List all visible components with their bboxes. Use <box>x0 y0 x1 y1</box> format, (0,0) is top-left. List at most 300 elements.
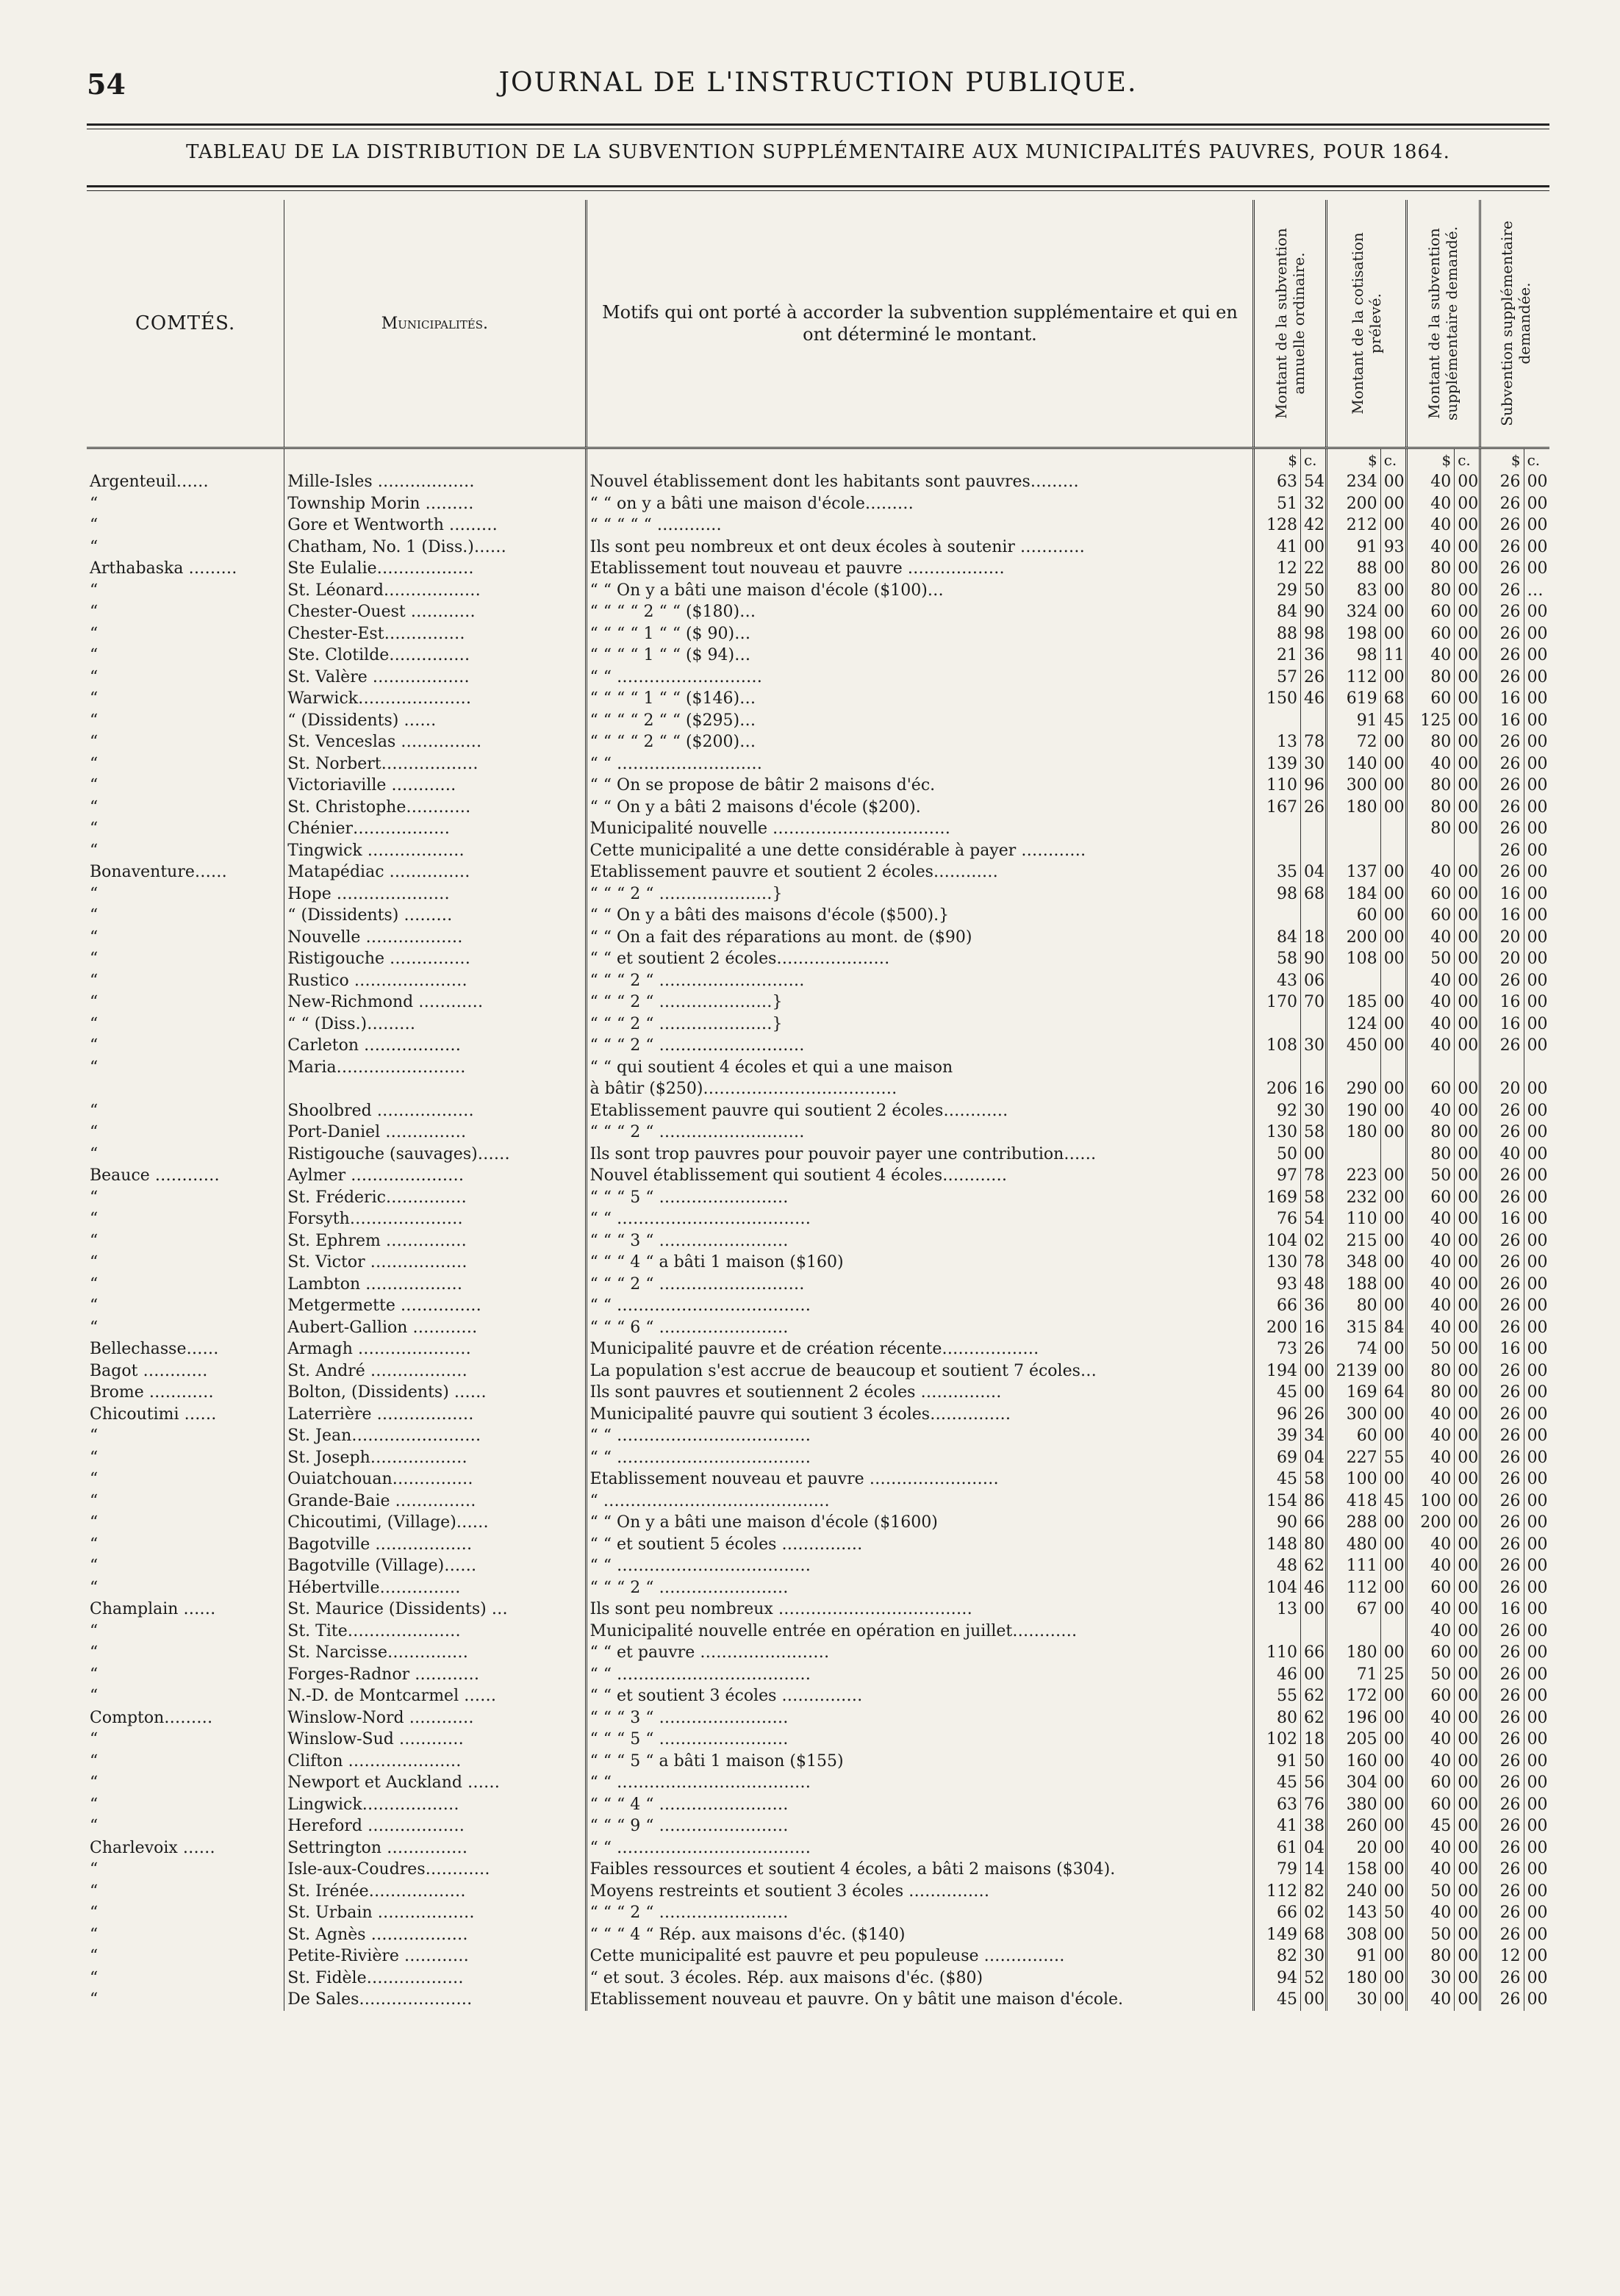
table-row <box>87 1621 1549 1643</box>
subvention-dollars-cell: 12 <box>1254 558 1301 580</box>
supplement-cents-cell: 00 <box>1455 731 1480 753</box>
table-row <box>87 1577 1549 1599</box>
supplement-dollars-cell: 50 <box>1406 1338 1455 1360</box>
demand-dollars-cell: 26 <box>1480 775 1524 797</box>
subvention-dollars-cell: 29 <box>1254 580 1301 602</box>
cotisation-cents-cell: 00 <box>1380 601 1406 623</box>
page-number: 54 <box>87 68 126 101</box>
demand-dollars-cell: 20 <box>1480 927 1524 949</box>
county-cell: “ <box>90 1036 98 1055</box>
subvention-dollars-cell: 79 <box>1254 1859 1301 1881</box>
table-row <box>87 1837 1549 1859</box>
county-cell: “ <box>90 819 98 839</box>
supplement-dollars-cell: 40 <box>1406 1534 1455 1556</box>
cotisation-cents-cell: 00 <box>1380 948 1406 970</box>
subvention-dollars-cell: 104 <box>1254 1577 1301 1599</box>
demand-cents-cell: 00 <box>1524 1468 1549 1490</box>
supplement-dollars-cell: 45 <box>1406 1815 1455 1837</box>
supplement-dollars-cell: 40 <box>1406 1317 1455 1339</box>
demand-cents-cell: 00 <box>1524 1707 1549 1729</box>
supplement-dollars-cell: 40 <box>1406 1035 1455 1057</box>
cotisation-cents-cell <box>1380 970 1406 992</box>
county-cell: “ <box>90 603 98 622</box>
municipality-cell: St. Agnès ……………… <box>284 1924 586 1946</box>
table-row <box>87 1447 1549 1469</box>
cotisation-cents-cell: 00 <box>1380 1967 1406 1990</box>
table-row <box>87 1187 1549 1209</box>
reason-cell: “ “ “ 2 “ ……………………… <box>586 1122 1254 1144</box>
supplement-cents-cell: 00 <box>1455 1599 1480 1621</box>
reason-cell: Municipalité pauvre et de création récente……………… <box>586 1338 1254 1360</box>
demand-dollars-cell: 26 <box>1480 1621 1524 1643</box>
reason-cell: Municipalité nouvelle entrée en opération en juillet………… <box>586 1621 1254 1643</box>
cotisation-cents-cell: 00 <box>1380 1100 1406 1122</box>
demand-dollars-cell: 26 <box>1480 1664 1524 1686</box>
municipality-cell: “ (Dissidents) ……… <box>284 905 586 927</box>
table-row <box>87 861 1549 883</box>
demand-cents-cell: 00 <box>1524 1555 1549 1577</box>
municipality-cell: Hereford ……………… <box>284 1815 586 1837</box>
subvention-dollars-cell: 35 <box>1254 861 1301 883</box>
table-row <box>87 710 1549 732</box>
cotisation-dollars-cell: 124 <box>1326 1014 1380 1036</box>
municipality-cell: Isle-aux-Coudres………… <box>284 1859 586 1881</box>
supplement-dollars-cell: 40 <box>1406 1252 1455 1274</box>
subvention-dollars-cell: 69 <box>1254 1447 1301 1469</box>
demand-dollars-cell: 16 <box>1480 1208 1524 1230</box>
demand-dollars-cell: 26 <box>1480 1794 1524 1816</box>
supplement-cents-cell: 00 <box>1455 1664 1480 1686</box>
cotisation-dollars-cell: 137 <box>1326 861 1380 883</box>
county-cell: “ <box>90 1881 98 1901</box>
demand-dollars-cell: 26 <box>1480 861 1524 883</box>
cotisation-dollars-cell <box>1326 970 1380 992</box>
supplement-cents-cell: 00 <box>1455 1382 1480 1404</box>
cotisation-cents-cell <box>1380 1621 1406 1643</box>
municipality-cell: Chénier……………… <box>284 818 586 840</box>
cotisation-dollars-cell: 188 <box>1326 1274 1380 1296</box>
municipality-cell: St. Urbain ……………… <box>284 1902 586 1924</box>
subvention-dollars-cell: 102 <box>1254 1729 1301 1751</box>
municipality-cell: N.-D. de Montcarmel …… <box>284 1685 586 1707</box>
subvention-cents-cell: 02 <box>1300 1902 1326 1924</box>
subvention-dollars-cell: 66 <box>1254 1295 1301 1317</box>
subvention-dollars-cell <box>1254 1621 1301 1643</box>
subvention-dollars-cell: 50 <box>1254 1144 1301 1166</box>
county-cell: “ <box>90 1621 98 1640</box>
table-row <box>87 1057 1549 1079</box>
municipality-cell: Ouiatchouan…………… <box>284 1468 586 1490</box>
municipality-cell: Newport et Auckland …… <box>284 1772 586 1794</box>
supplement-dollars-cell: 40 <box>1406 1729 1455 1751</box>
demand-cents-cell: 00 <box>1524 1100 1549 1122</box>
subvention-cents-cell: 80 <box>1300 1534 1326 1556</box>
reason-cell: “ et sout. 3 écoles. Rép. aux maisons d'éc. ($80) <box>586 1967 1254 1990</box>
demand-dollars-cell: 26 <box>1480 970 1524 992</box>
county-cell: Champlain …… <box>90 1600 216 1619</box>
cotisation-cents-cell: 00 <box>1380 1230 1406 1252</box>
demand-cents-cell: 00 <box>1524 667 1549 689</box>
table-row <box>87 905 1549 927</box>
subvention-cents-cell: 90 <box>1300 948 1326 970</box>
cotisation-dollars-cell: 200 <box>1326 493 1380 515</box>
cotisation-dollars-cell: 158 <box>1326 1859 1380 1881</box>
subvention-cents-cell: 00 <box>1300 1144 1326 1166</box>
demand-dollars-cell: 26 <box>1480 1534 1524 1556</box>
cotisation-dollars-cell: 290 <box>1326 1078 1380 1100</box>
supplement-cents-cell: 00 <box>1455 1360 1480 1382</box>
subvention-dollars-cell: 80 <box>1254 1707 1301 1729</box>
table-row <box>87 1599 1549 1621</box>
municipality-cell: Ristigouche (sauvages)…… <box>284 1144 586 1166</box>
reason-cell: “ “ “ 2 “ …………………} <box>586 1014 1254 1036</box>
county-cell: “ <box>90 1795 98 1814</box>
subvention-dollars-cell <box>1254 840 1301 862</box>
cents-label: c. <box>1380 448 1406 472</box>
table-row <box>87 514 1549 537</box>
municipality-cell: Laterrière ……………… <box>284 1404 586 1426</box>
table-row <box>87 883 1549 905</box>
supplement-dollars-cell: 40 <box>1406 1295 1455 1317</box>
table-row <box>87 1642 1549 1664</box>
county-cell: “ <box>90 537 98 556</box>
supplement-dollars-cell: 40 <box>1406 1230 1455 1252</box>
supplement-cents-cell: 00 <box>1455 580 1480 602</box>
county-cell: “ <box>90 1274 98 1294</box>
demand-dollars-cell: 26 <box>1480 1252 1524 1274</box>
county-cell: “ <box>90 1817 98 1836</box>
demand-dollars-cell: 26 <box>1480 731 1524 753</box>
county-cell: “ <box>90 1513 98 1532</box>
supplement-dollars-cell: 60 <box>1406 1577 1455 1599</box>
subvention-cents-cell: 50 <box>1300 580 1326 602</box>
cotisation-dollars-cell: 140 <box>1326 753 1380 775</box>
subvention-cents-cell: 58 <box>1300 1187 1326 1209</box>
county-cell: “ <box>90 1535 98 1554</box>
reason-cell: “ “ “ 2 “ ……………………… <box>586 970 1254 992</box>
cotisation-cents-cell: 00 <box>1380 667 1406 689</box>
county-cell: “ <box>90 1188 98 1207</box>
reason-cell: “ “ “ 2 “ …………………… <box>586 1577 1254 1599</box>
subvention-dollars-cell: 82 <box>1254 1945 1301 1967</box>
subvention-cents-cell: 30 <box>1300 1100 1326 1122</box>
subvention-dollars-cell <box>1254 710 1301 732</box>
cotisation-cents-cell: 00 <box>1380 1512 1406 1534</box>
subvention-cents-cell: 54 <box>1300 471 1326 493</box>
cotisation-cents-cell: 00 <box>1380 1751 1406 1773</box>
county-cell: “ <box>90 1014 98 1033</box>
demand-cents-cell: 00 <box>1524 1685 1549 1707</box>
subvention-cents-cell <box>1300 905 1326 927</box>
reason-cell: “ “ on y a bâti une maison d'école……… <box>586 493 1254 515</box>
cotisation-cents-cell: 00 <box>1380 1274 1406 1296</box>
county-cell: “ <box>90 1665 98 1684</box>
cotisation-dollars-cell: 480 <box>1326 1534 1380 1556</box>
cotisation-cents-cell: 00 <box>1380 731 1406 753</box>
subvention-cents-cell: 00 <box>1300 1382 1326 1404</box>
supplement-cents-cell: 00 <box>1455 1989 1480 2011</box>
reason-cell: “ “ ……………………………… <box>586 1447 1254 1469</box>
demand-dollars-cell: 26 <box>1480 645 1524 667</box>
table-row <box>87 1859 1549 1881</box>
demand-cents-cell: 00 <box>1524 1881 1549 1903</box>
municipality-cell: St. Joseph……………… <box>284 1447 586 1469</box>
municipality-cell: Tingwick ……………… <box>284 840 586 862</box>
subvention-dollars-cell: 112 <box>1254 1881 1301 1903</box>
cotisation-dollars-cell: 67 <box>1326 1599 1380 1621</box>
subvention-dollars-cell: 61 <box>1254 1837 1301 1859</box>
supplement-cents-cell: 00 <box>1455 1751 1480 1773</box>
demand-dollars-cell: 26 <box>1480 840 1524 862</box>
cotisation-dollars-cell: 172 <box>1326 1685 1380 1707</box>
subvention-cents-cell: 36 <box>1300 645 1326 667</box>
demand-cents-cell: 00 <box>1524 818 1549 840</box>
reason-cell: “ “ “ “ 1 “ “ ($ 94)… <box>586 645 1254 667</box>
cotisation-dollars-cell: 300 <box>1326 775 1380 797</box>
supplement-dollars-cell: 40 <box>1406 493 1455 515</box>
municipality-cell: Lambton ……………… <box>284 1274 586 1296</box>
table-row <box>87 1274 1549 1296</box>
municipality-cell: Bolton, (Dissidents) …… <box>284 1382 586 1404</box>
demand-dollars-cell: 26 <box>1480 1230 1524 1252</box>
municipality-cell: Bagotville (Village)…… <box>284 1555 586 1577</box>
dollar-label: $ <box>1326 448 1380 472</box>
subvention-dollars-cell: 150 <box>1254 688 1301 710</box>
supplement-cents-cell: 00 <box>1455 471 1480 493</box>
subvention-cents-cell: 46 <box>1300 1577 1326 1599</box>
distribution-table <box>87 200 1549 2011</box>
cotisation-cents-cell: 00 <box>1380 1707 1406 1729</box>
demand-cents-cell: 00 <box>1524 1859 1549 1881</box>
reason-cell: “ “ “ 2 “ …………………} <box>586 991 1254 1014</box>
cotisation-cents-cell: 55 <box>1380 1447 1406 1469</box>
supplement-dollars-cell <box>1406 1057 1455 1079</box>
subvention-dollars-cell: 57 <box>1254 667 1301 689</box>
demand-dollars-cell: 26 <box>1480 1967 1524 1990</box>
subvention-dollars-cell: 92 <box>1254 1100 1301 1122</box>
reason-cell: “ “ “ 3 “ …………………… <box>586 1230 1254 1252</box>
cotisation-cents-cell: 00 <box>1380 1014 1406 1036</box>
reason-cell: Cette municipalité a une dette considérable à payer ………… <box>586 840 1254 862</box>
cotisation-dollars-cell: 324 <box>1326 601 1380 623</box>
cotisation-cents-cell: 00 <box>1380 1577 1406 1599</box>
reason-cell: “ “ On y a bâti une maison d'école ($1600) <box>586 1512 1254 1534</box>
cotisation-cents-cell: 00 <box>1380 1685 1406 1707</box>
table-row <box>87 1881 1549 1903</box>
municipality-cell: Carleton ……………… <box>284 1035 586 1057</box>
cotisation-cents-cell: 00 <box>1380 1945 1406 1967</box>
municipality-cell: St. Victor ……………… <box>284 1252 586 1274</box>
supplement-cents-cell: 00 <box>1455 1490 1480 1513</box>
subvention-cents-cell: 66 <box>1300 1642 1326 1664</box>
reason-cell: “ “ ……………………………… <box>586 1555 1254 1577</box>
reason-cell: Nouvel établissement dont les habitants sont pauvres……… <box>586 471 1254 493</box>
supplement-cents-cell: 00 <box>1455 1208 1480 1230</box>
subvention-dollars-cell: 169 <box>1254 1187 1301 1209</box>
demand-cents-cell: 00 <box>1524 731 1549 753</box>
supplement-cents-cell: 00 <box>1455 927 1480 949</box>
cotisation-dollars-cell: 380 <box>1326 1794 1380 1816</box>
county-cell: Chicoutimi …… <box>90 1404 217 1424</box>
table-row <box>87 1512 1549 1534</box>
municipality-cell: Forges-Radnor ………… <box>284 1664 586 1686</box>
subvention-cents-cell: 46 <box>1300 688 1326 710</box>
subvention-cents-cell: 04 <box>1300 1447 1326 1469</box>
cotisation-dollars-cell: 184 <box>1326 883 1380 905</box>
demand-cents-cell: 00 <box>1524 514 1549 537</box>
supplement-dollars-cell: 40 <box>1406 537 1455 559</box>
cotisation-cents-cell: 00 <box>1380 1404 1406 1426</box>
subvention-dollars-cell: 84 <box>1254 927 1301 949</box>
supplement-dollars-cell: 40 <box>1406 1274 1455 1296</box>
demand-cents-cell: 00 <box>1524 1751 1549 1773</box>
cotisation-dollars-cell: 100 <box>1326 1468 1380 1490</box>
demand-cents-cell: 00 <box>1524 1902 1549 1924</box>
cents-label: c. <box>1524 448 1549 472</box>
subvention-cents-cell: 76 <box>1300 1794 1326 1816</box>
cents-label: c. <box>1300 448 1326 472</box>
supplement-dollars-cell: 40 <box>1406 1425 1455 1447</box>
table-row <box>87 1144 1549 1166</box>
county-cell: “ <box>90 1491 98 1510</box>
demand-cents-cell: 00 <box>1524 1382 1549 1404</box>
table-row <box>87 1382 1549 1404</box>
cotisation-cents-cell <box>1380 840 1406 862</box>
subvention-dollars-cell: 96 <box>1254 1404 1301 1426</box>
subvention-cents-cell: 78 <box>1300 1252 1326 1274</box>
supplement-cents-cell: 00 <box>1455 558 1480 580</box>
demand-cents-cell: 00 <box>1524 797 1549 819</box>
supplement-dollars-cell: 40 <box>1406 1014 1455 1036</box>
table-row <box>87 797 1549 819</box>
subvention-cents-cell: 30 <box>1300 753 1326 775</box>
county-cell: “ <box>90 1557 98 1576</box>
cotisation-dollars-cell: 112 <box>1326 667 1380 689</box>
county-cell: Arthabaska ……… <box>90 559 237 578</box>
subvention-dollars-cell: 45 <box>1254 1468 1301 1490</box>
supplement-dollars-cell: 60 <box>1406 883 1455 905</box>
reason-cell: Ils sont pauvres et soutiennent 2 écoles …………… <box>586 1382 1254 1404</box>
supplement-cents-cell: 00 <box>1455 1685 1480 1707</box>
cotisation-dollars-cell: 143 <box>1326 1902 1380 1924</box>
supplement-cents-cell: 00 <box>1455 1187 1480 1209</box>
cotisation-dollars-cell: 300 <box>1326 1404 1380 1426</box>
subvention-cents-cell: 16 <box>1300 1078 1326 1100</box>
cotisation-cents-cell: 64 <box>1380 1382 1406 1404</box>
demand-cents-cell: 00 <box>1524 1967 1549 1990</box>
reason-cell: “ “ et pauvre …………………… <box>586 1642 1254 1664</box>
county-cell: “ <box>90 711 98 730</box>
table-row <box>87 1794 1549 1816</box>
municipality-cell: St. Irénée……………… <box>284 1881 586 1903</box>
cotisation-dollars-cell: 111 <box>1326 1555 1380 1577</box>
supplement-cents-cell: 00 <box>1455 688 1480 710</box>
cotisation-cents-cell: 00 <box>1380 1859 1406 1881</box>
reason-cell: Cette municipalité est pauvre et peu populeuse …………… <box>586 1945 1254 1967</box>
subvention-cents-cell: 70 <box>1300 991 1326 1014</box>
cotisation-cents-cell: 00 <box>1380 1534 1406 1556</box>
demand-cents-cell: 00 <box>1524 558 1549 580</box>
subvention-dollars-cell: 128 <box>1254 514 1301 537</box>
table-row <box>87 1902 1549 1924</box>
cotisation-dollars-cell: 227 <box>1326 1447 1380 1469</box>
subvention-cents-cell: 36 <box>1300 1295 1326 1317</box>
demand-dollars-cell: 26 <box>1480 1100 1524 1122</box>
demand-dollars-cell: 40 <box>1480 1144 1524 1166</box>
demand-dollars-cell: 26 <box>1480 1382 1524 1404</box>
subvention-dollars-cell <box>1254 1057 1301 1079</box>
units-row <box>87 448 1549 472</box>
supplement-dollars-cell: 50 <box>1406 1881 1455 1903</box>
demand-cents-cell: 00 <box>1524 710 1549 732</box>
municipality-cell: Ste Eulalie……………… <box>284 558 586 580</box>
demand-cents-cell: 00 <box>1524 1078 1549 1100</box>
table-row <box>87 1014 1549 1036</box>
subvention-cents-cell: 34 <box>1300 1425 1326 1447</box>
cotisation-cents-cell: 93 <box>1380 537 1406 559</box>
supplement-dollars-cell: 40 <box>1406 1621 1455 1643</box>
municipality-cell: Forsyth………………… <box>284 1208 586 1230</box>
subvention-cents-cell: 78 <box>1300 731 1326 753</box>
reason-cell: Municipalité nouvelle …………………………… <box>586 818 1254 840</box>
demand-cents-cell: 00 <box>1524 1664 1549 1686</box>
supplement-dollars-cell: 40 <box>1406 1208 1455 1230</box>
supplement-cents-cell: 00 <box>1455 1967 1480 1990</box>
reason-cell: “ “ et soutient 2 écoles………………… <box>586 948 1254 970</box>
demand-dollars-cell: 26 <box>1480 558 1524 580</box>
supplement-cents-cell: 00 <box>1455 1100 1480 1122</box>
cotisation-dollars-cell <box>1326 818 1380 840</box>
subvention-dollars-cell: 149 <box>1254 1924 1301 1946</box>
subvention-cents-cell: 38 <box>1300 1815 1326 1837</box>
subvention-dollars-cell: 110 <box>1254 775 1301 797</box>
demand-dollars-cell: 26 <box>1480 667 1524 689</box>
county-cell: “ <box>90 884 98 903</box>
cotisation-cents-cell: 84 <box>1380 1317 1406 1339</box>
subvention-dollars-cell: 39 <box>1254 1425 1301 1447</box>
reason-cell: “ “ “ 9 “ …………………… <box>586 1815 1254 1837</box>
county-cell: Argenteuil…… <box>90 473 209 492</box>
supplement-cents-cell: 00 <box>1455 1577 1480 1599</box>
table-row <box>87 1100 1549 1122</box>
reason-cell: “ “ On y a bâti une maison d'école ($100)… <box>586 580 1254 602</box>
table-row <box>87 1729 1549 1751</box>
municipality-cell: St. Léonard……………… <box>284 580 586 602</box>
supplement-cents-cell: 00 <box>1455 861 1480 883</box>
county-cell: “ <box>90 1990 98 2009</box>
cotisation-cents-cell: 00 <box>1380 623 1406 645</box>
supplement-dollars-cell: 60 <box>1406 601 1455 623</box>
supplement-cents-cell: 00 <box>1455 1924 1480 1946</box>
subvention-dollars-cell: 63 <box>1254 1794 1301 1816</box>
supplement-cents-cell: 00 <box>1455 1425 1480 1447</box>
reason-cell: La population s'est accrue de beaucoup et soutient 7 écoles… <box>586 1360 1254 1382</box>
demand-dollars-cell: 16 <box>1480 688 1524 710</box>
subvention-cents-cell: 62 <box>1300 1555 1326 1577</box>
demand-dollars-cell: 26 <box>1480 1187 1524 1209</box>
cotisation-cents-cell: 00 <box>1380 797 1406 819</box>
cotisation-cents-cell: 00 <box>1380 883 1406 905</box>
supplement-dollars-cell: 40 <box>1406 1902 1455 1924</box>
county-cell: Beauce ………… <box>90 1166 220 1185</box>
demand-dollars-cell: 26 <box>1480 1512 1524 1534</box>
subvention-dollars-cell: 91 <box>1254 1751 1301 1773</box>
demand-dollars-cell: 26 <box>1480 514 1524 537</box>
supplement-dollars-cell: 200 <box>1406 1512 1455 1534</box>
subvention-cents-cell: 48 <box>1300 1274 1326 1296</box>
subvention-cents-cell: 18 <box>1300 1729 1326 1751</box>
cotisation-cents-cell: 00 <box>1380 514 1406 537</box>
